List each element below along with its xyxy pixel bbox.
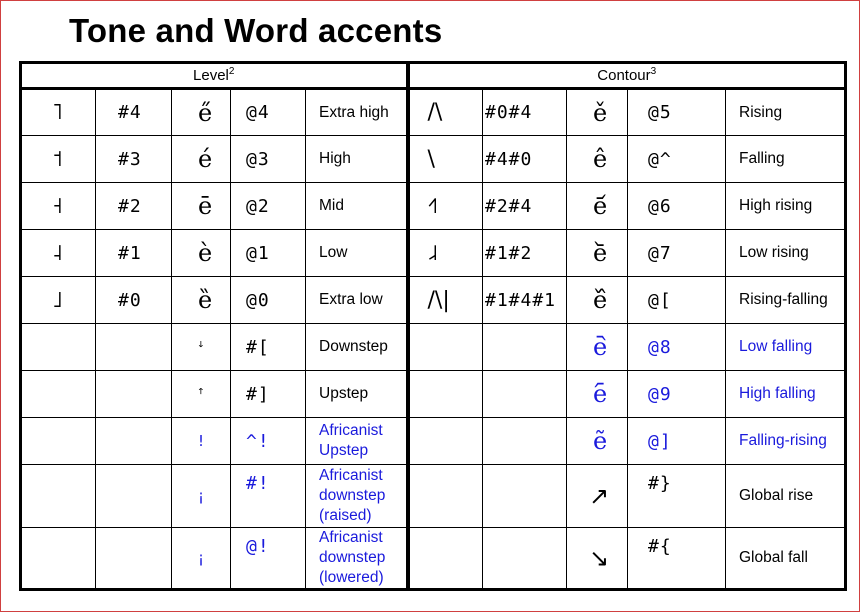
contour-description: Rising — [739, 103, 783, 121]
diacritic-code: @2 — [246, 195, 270, 217]
level-tone-letter-code-cell — [96, 136, 172, 183]
contour-tone-letter-cell — [408, 89, 483, 136]
contour-tone-letter-code-cell — [483, 230, 567, 277]
level-description-cell — [306, 528, 408, 590]
tone-letter-code: #1 — [118, 242, 142, 264]
contour-diacritic-cell — [567, 277, 628, 324]
level-tone-letter-cell — [21, 277, 96, 324]
contour-diacritic-char: ↗ — [589, 482, 610, 510]
contour-tone-letter-code: #0#4 — [485, 102, 533, 123]
contour-description-cell — [726, 371, 846, 418]
level-header-footnote: 2 — [228, 66, 235, 77]
diacritic-char: è — [198, 239, 213, 267]
contour-tone-letter-cell — [408, 277, 483, 324]
level-diacritic-cell — [172, 136, 231, 183]
tone-letter-code: #3 — [118, 148, 142, 170]
diacritic-char: ē — [198, 192, 213, 220]
contour-tone-letter-code: #1#4#1 — [485, 289, 557, 311]
diacritic-code: #! — [246, 473, 270, 494]
contour-description: Low rising — [739, 244, 809, 261]
contour-diacritic-cell — [567, 465, 628, 528]
contour-description-cell — [726, 418, 846, 465]
contour-description: Global rise — [739, 487, 814, 504]
diacritic-code: @0 — [246, 289, 270, 311]
contour-diacritic-char: e᷅ — [593, 239, 608, 267]
contour-diacritic-code: #{ — [648, 536, 672, 557]
contour-diacritic-char: ↘ — [589, 544, 610, 572]
level-description: Low — [319, 244, 348, 261]
contour-diacritic-cell — [567, 418, 628, 465]
level-tone-letter-code-cell — [96, 324, 172, 371]
level-tone-letter-code-cell — [96, 371, 172, 418]
table-row — [21, 230, 846, 277]
table-row — [21, 136, 846, 183]
contour-diacritic-code: @7 — [648, 242, 672, 264]
level-diacritic-cell — [172, 324, 231, 371]
contour-diacritic-code-cell — [628, 183, 726, 230]
contour-diacritic-code: @] — [648, 430, 672, 452]
level-tone-letter-code-cell — [96, 277, 172, 324]
level-diacritic-code-cell — [231, 528, 306, 590]
contour-description-cell — [726, 183, 846, 230]
tone-letter-code: #4 — [118, 102, 142, 123]
contour-description: Global fall — [739, 549, 808, 566]
contour-tone-letter: \ — [427, 146, 435, 172]
level-description: High — [319, 150, 351, 167]
level-description-cell — [306, 136, 408, 183]
contour-description-cell — [726, 136, 846, 183]
contour-description: Falling-rising — [739, 432, 827, 449]
level-tone-letter-cell — [21, 528, 96, 590]
level-tone-letter-cell — [21, 465, 96, 528]
contour-tone-letter-code: #1#2 — [485, 242, 533, 264]
table-row — [21, 89, 846, 136]
level-header-label: Level — [193, 67, 229, 84]
contour-diacritic-code-cell — [628, 230, 726, 277]
contour-tone-letter-cell — [408, 136, 483, 183]
contour-diacritic-code-cell — [628, 418, 726, 465]
contour-tone-letter-cell — [408, 465, 483, 528]
level-description: Africanist downstep (lowered) — [319, 529, 386, 586]
level-diacritic-cell — [172, 465, 231, 528]
contour-tone-letter-cell — [408, 183, 483, 230]
level-diacritic-cell — [172, 418, 231, 465]
level-tone-letter-code-cell — [96, 528, 172, 590]
contour-description-cell — [726, 528, 846, 590]
level-tone-letter-cell — [21, 230, 96, 277]
level-tone-letter-cell — [21, 89, 96, 136]
level-tone-letter-code-cell — [96, 418, 172, 465]
tone-letter: ˨ — [52, 240, 63, 266]
contour-diacritic-cell — [567, 136, 628, 183]
contour-tone-letter-code-cell — [483, 136, 567, 183]
level-description: Africanist downstep (raised) — [319, 467, 386, 524]
diacritic-char: ꜜ — [198, 338, 204, 356]
diacritic-char: ! — [198, 432, 205, 450]
contour-diacritic-char: ě — [593, 98, 608, 127]
contour-diacritic-cell — [567, 528, 628, 590]
contour-tone-letter-cell — [408, 371, 483, 418]
level-diacritic-cell — [172, 230, 231, 277]
level-description-cell — [306, 183, 408, 230]
diacritic-code: @1 — [246, 242, 270, 264]
level-description-cell — [306, 418, 408, 465]
diacritic-code: @4 — [246, 102, 270, 123]
level-tone-letter-code-cell — [96, 89, 172, 136]
contour-tone-letter-cell — [408, 528, 483, 590]
contour-diacritic-char: e᷇ — [593, 380, 608, 408]
contour-tone-letter-code-cell — [483, 183, 567, 230]
level-diacritic-code-cell — [231, 324, 306, 371]
contour-description: Rising-falling — [739, 291, 828, 308]
diacritic-char: ꜛ — [198, 385, 204, 403]
contour-diacritic-code: #} — [648, 473, 672, 494]
contour-diacritic-code: @^ — [648, 148, 672, 170]
level-description-cell — [306, 371, 408, 418]
tone-letter: ˦ — [52, 146, 63, 172]
diacritic-char: ¡ — [198, 549, 205, 567]
level-tone-letter-code-cell — [96, 183, 172, 230]
diacritic-code: #] — [246, 383, 270, 405]
level-description: Downstep — [319, 338, 388, 355]
contour-description-cell — [726, 465, 846, 528]
contour-diacritic-code-cell — [628, 324, 726, 371]
level-diacritic-cell — [172, 528, 231, 590]
contour-tone-letter: ˧˥ — [427, 193, 439, 219]
diacritic-char: ¡ — [198, 487, 205, 505]
contour-diacritic-char: e᷈ — [593, 286, 608, 314]
contour-description: Falling — [739, 150, 785, 167]
level-tone-letter-cell — [21, 418, 96, 465]
level-diacritic-cell — [172, 183, 231, 230]
contour-diacritic-cell — [567, 371, 628, 418]
contour-tone-letter-code-cell — [483, 465, 567, 528]
page-title: Tone and Word accents — [69, 12, 443, 49]
contour-description-cell — [726, 277, 846, 324]
contour-tone-letter-code-cell — [483, 371, 567, 418]
contour-tone-letter-code-cell — [483, 277, 567, 324]
contour-description-cell — [726, 230, 846, 277]
contour-tone-letter-cell — [408, 230, 483, 277]
contour-diacritic-cell — [567, 183, 628, 230]
contour-tone-letter-code-cell — [483, 418, 567, 465]
level-tone-letter-cell — [21, 371, 96, 418]
level-tone-letter-code-cell — [96, 465, 172, 528]
level-diacritic-code-cell — [231, 136, 306, 183]
contour-diacritic-code-cell — [628, 465, 726, 528]
diacritic-code: @3 — [246, 148, 270, 170]
level-tone-letter-code-cell — [96, 230, 172, 277]
contour-diacritic-code-cell — [628, 136, 726, 183]
table-row — [21, 418, 846, 465]
tone-letter-code: #0 — [118, 289, 142, 311]
contour-diacritic-cell — [567, 324, 628, 371]
level-description: Mid — [319, 197, 344, 214]
contour-tone-letter-code-cell — [483, 528, 567, 590]
diacritic-char: e̋ — [198, 98, 213, 127]
level-diacritic-cell — [172, 277, 231, 324]
contour-description: High falling — [739, 385, 816, 402]
contour-tone-letter: /\ — [427, 100, 443, 125]
tone-letter: ˧ — [52, 193, 63, 219]
contour-diacritic-char: ẽ — [593, 427, 608, 455]
level-description-cell — [306, 89, 408, 136]
table-row — [21, 371, 846, 418]
level-tone-letter-cell — [21, 183, 96, 230]
contour-diacritic-code: @8 — [648, 336, 672, 358]
table-row — [21, 528, 846, 590]
contour-diacritic-code-cell — [628, 371, 726, 418]
contour-diacritic-cell — [567, 230, 628, 277]
level-diacritic-code-cell — [231, 418, 306, 465]
level-description: Extra low — [319, 291, 383, 308]
contour-diacritic-code-cell — [628, 89, 726, 136]
contour-tone-letter-code-cell — [483, 89, 567, 136]
level-diacritic-code-cell — [231, 277, 306, 324]
tone-letter: ˩ — [52, 287, 63, 313]
level-diacritic-cell — [172, 89, 231, 136]
level-diacritic-code-cell — [231, 371, 306, 418]
diacritic-code: ^! — [246, 430, 270, 452]
level-description: Upstep — [319, 385, 369, 402]
contour-diacritic-code: @[ — [648, 289, 672, 311]
contour-diacritic-code: @5 — [648, 102, 672, 123]
table-row — [21, 277, 846, 324]
contour-tone-letter-code: #2#4 — [485, 195, 533, 217]
diacritic-char: ȅ — [198, 286, 213, 314]
contour-diacritic-char: ê — [593, 145, 608, 173]
contour-diacritic-char: e᷄ — [593, 192, 608, 220]
contour-header-footnote: 3 — [650, 66, 657, 77]
contour-diacritic-code: @6 — [648, 195, 672, 217]
level-description: Extra high — [319, 103, 389, 121]
contour-tone-letter-cell — [408, 324, 483, 371]
level-description-cell — [306, 465, 408, 528]
contour-header-label: Contour — [597, 67, 651, 84]
diacritic-code: #[ — [246, 336, 270, 358]
level-diacritic-code-cell — [231, 183, 306, 230]
table-row — [21, 183, 846, 230]
contour-description-cell — [726, 324, 846, 371]
tone-letter: ˥ — [52, 100, 63, 125]
contour-diacritic-code: @9 — [648, 383, 672, 405]
contour-diacritic-code-cell — [628, 277, 726, 324]
contour-tone-letter-code: #4#0 — [485, 148, 533, 170]
level-description-cell — [306, 324, 408, 371]
contour-diacritic-code-cell — [628, 528, 726, 590]
table-row — [21, 324, 846, 371]
table-row — [21, 465, 846, 528]
contour-diacritic-char: e᷆ — [593, 333, 608, 361]
level-tone-letter-cell — [21, 324, 96, 371]
contour-description: High rising — [739, 197, 813, 214]
level-diacritic-code-cell — [231, 465, 306, 528]
contour-description: Low falling — [739, 338, 813, 355]
level-diacritic-cell — [172, 371, 231, 418]
tone-letter-code: #2 — [118, 195, 142, 217]
diacritic-char: é — [198, 145, 213, 173]
level-description: Africanist Upstep — [319, 422, 383, 459]
level-description-cell — [306, 277, 408, 324]
level-description-cell — [306, 230, 408, 277]
level-tone-letter-cell — [21, 136, 96, 183]
diacritic-code: @! — [246, 536, 270, 557]
contour-diacritic-cell — [567, 89, 628, 136]
level-diacritic-code-cell — [231, 89, 306, 136]
contour-tone-letter: ˩˨ — [427, 240, 439, 266]
contour-tone-letter: /\| — [427, 287, 450, 313]
level-diacritic-code-cell — [231, 230, 306, 277]
level-header — [21, 63, 408, 89]
contour-description-cell — [726, 89, 846, 136]
contour-tone-letter-code-cell — [483, 324, 567, 371]
tone-table — [19, 61, 847, 591]
contour-tone-letter-cell — [408, 418, 483, 465]
contour-header — [408, 63, 846, 89]
